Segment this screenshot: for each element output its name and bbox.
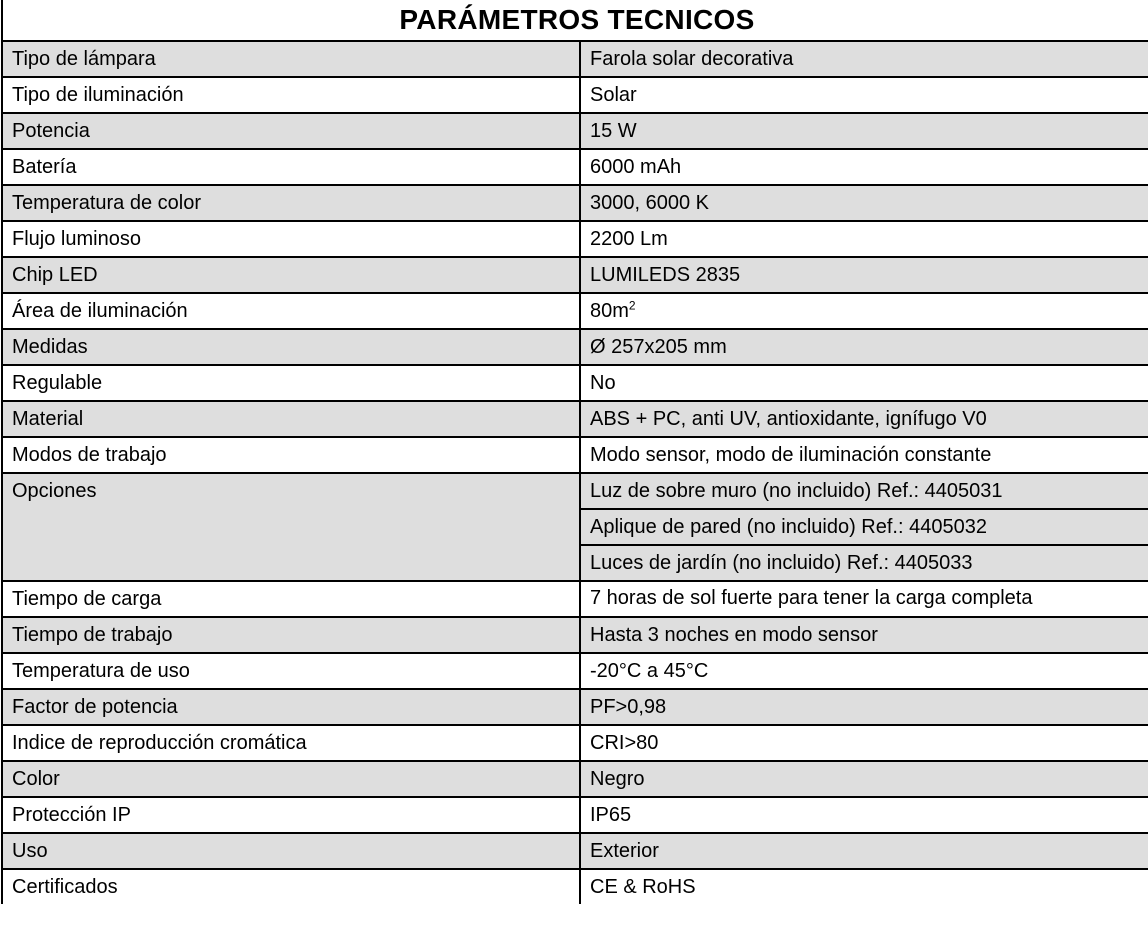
row-value: 15 W bbox=[580, 113, 1148, 149]
table-row bbox=[2, 149, 1148, 185]
option-value: Aplique de pared (no incluido) Ref.: 4405032 bbox=[580, 509, 1148, 545]
row-value: Farola solar decorativa bbox=[580, 41, 1148, 77]
row-value: LUMILEDS 2835 bbox=[580, 257, 1148, 293]
row-label: Chip LED bbox=[2, 257, 580, 293]
table-row bbox=[2, 437, 1148, 473]
row-value: Solar bbox=[580, 77, 1148, 113]
option-value: Luces de jardín (no incluido) Ref.: 4405033 bbox=[580, 545, 1148, 581]
table-row bbox=[2, 725, 1148, 761]
table-row bbox=[2, 617, 1148, 653]
row-value: 7 horas de sol fuerte para tener la carga completa bbox=[580, 581, 1148, 617]
row-label: Color bbox=[2, 761, 580, 797]
technical-parameters-table bbox=[1, 0, 1148, 904]
table-row bbox=[2, 185, 1148, 221]
row-label: Tipo de iluminación bbox=[2, 77, 580, 113]
row-label: Área de iluminación bbox=[2, 293, 580, 329]
row-label: Batería bbox=[2, 149, 580, 185]
row-label: Factor de potencia bbox=[2, 689, 580, 725]
table-row bbox=[2, 293, 1148, 329]
row-value: IP65 bbox=[580, 797, 1148, 833]
table-row bbox=[2, 365, 1148, 401]
row-value: 6000 mAh bbox=[580, 149, 1148, 185]
row-value: Modo sensor, modo de iluminación constante bbox=[580, 437, 1148, 473]
row-value: Exterior bbox=[580, 833, 1148, 869]
table-row bbox=[2, 689, 1148, 725]
row-label: Tiempo de trabajo bbox=[2, 617, 580, 653]
row-value: 3000, 6000 K bbox=[580, 185, 1148, 221]
row-label: Tipo de lámpara bbox=[2, 41, 580, 77]
table-row bbox=[2, 41, 1148, 77]
table-row bbox=[2, 329, 1148, 365]
table-row bbox=[2, 221, 1148, 257]
row-label: Material bbox=[2, 401, 580, 437]
row-label: Protección IP bbox=[2, 797, 580, 833]
table-row bbox=[2, 653, 1148, 689]
row-label: Tiempo de carga bbox=[2, 581, 580, 617]
row-label: Uso bbox=[2, 833, 580, 869]
area-value: 80m bbox=[590, 300, 629, 322]
row-value: PF>0,98 bbox=[580, 689, 1148, 725]
table-row bbox=[2, 77, 1148, 113]
row-label: Medidas bbox=[2, 329, 580, 365]
row-label: Potencia bbox=[2, 113, 580, 149]
table-row bbox=[2, 761, 1148, 797]
area-unit-superscript: 2 bbox=[628, 298, 636, 313]
table-row bbox=[2, 401, 1148, 437]
row-value: No bbox=[580, 365, 1148, 401]
row-label: Flujo luminoso bbox=[2, 221, 580, 257]
table-row bbox=[2, 113, 1148, 149]
options-label: Opciones bbox=[2, 473, 580, 581]
row-label: Certificados bbox=[2, 869, 580, 904]
row-value: CRI>80 bbox=[580, 725, 1148, 761]
row-value: 2200 Lm bbox=[580, 221, 1148, 257]
table-row bbox=[2, 257, 1148, 293]
row-value: CE & RoHS bbox=[580, 869, 1148, 904]
row-label: Indice de reproducción cromática bbox=[2, 725, 580, 761]
table-row bbox=[2, 797, 1148, 833]
row-label: Temperatura de color bbox=[2, 185, 580, 221]
table-title: PARÁMETROS TECNICOS bbox=[2, 0, 1148, 41]
row-value: -20°C a 45°C bbox=[580, 653, 1148, 689]
row-label: Regulable bbox=[2, 365, 580, 401]
title-row bbox=[2, 0, 1148, 41]
options-row bbox=[2, 473, 1148, 509]
row-value: ABS + PC, anti UV, antioxidante, ignífugo V0 bbox=[580, 401, 1148, 437]
table-row bbox=[2, 581, 1148, 617]
row-value: Ø 257x205 mm bbox=[580, 329, 1148, 365]
row-value bbox=[580, 293, 1148, 329]
table-row bbox=[2, 869, 1148, 904]
row-label: Modos de trabajo bbox=[2, 437, 580, 473]
table-row bbox=[2, 833, 1148, 869]
row-value: Hasta 3 noches en modo sensor bbox=[580, 617, 1148, 653]
option-value: Luz de sobre muro (no incluido) Ref.: 4405031 bbox=[580, 473, 1148, 509]
row-value: Negro bbox=[580, 761, 1148, 797]
row-label: Temperatura de uso bbox=[2, 653, 580, 689]
